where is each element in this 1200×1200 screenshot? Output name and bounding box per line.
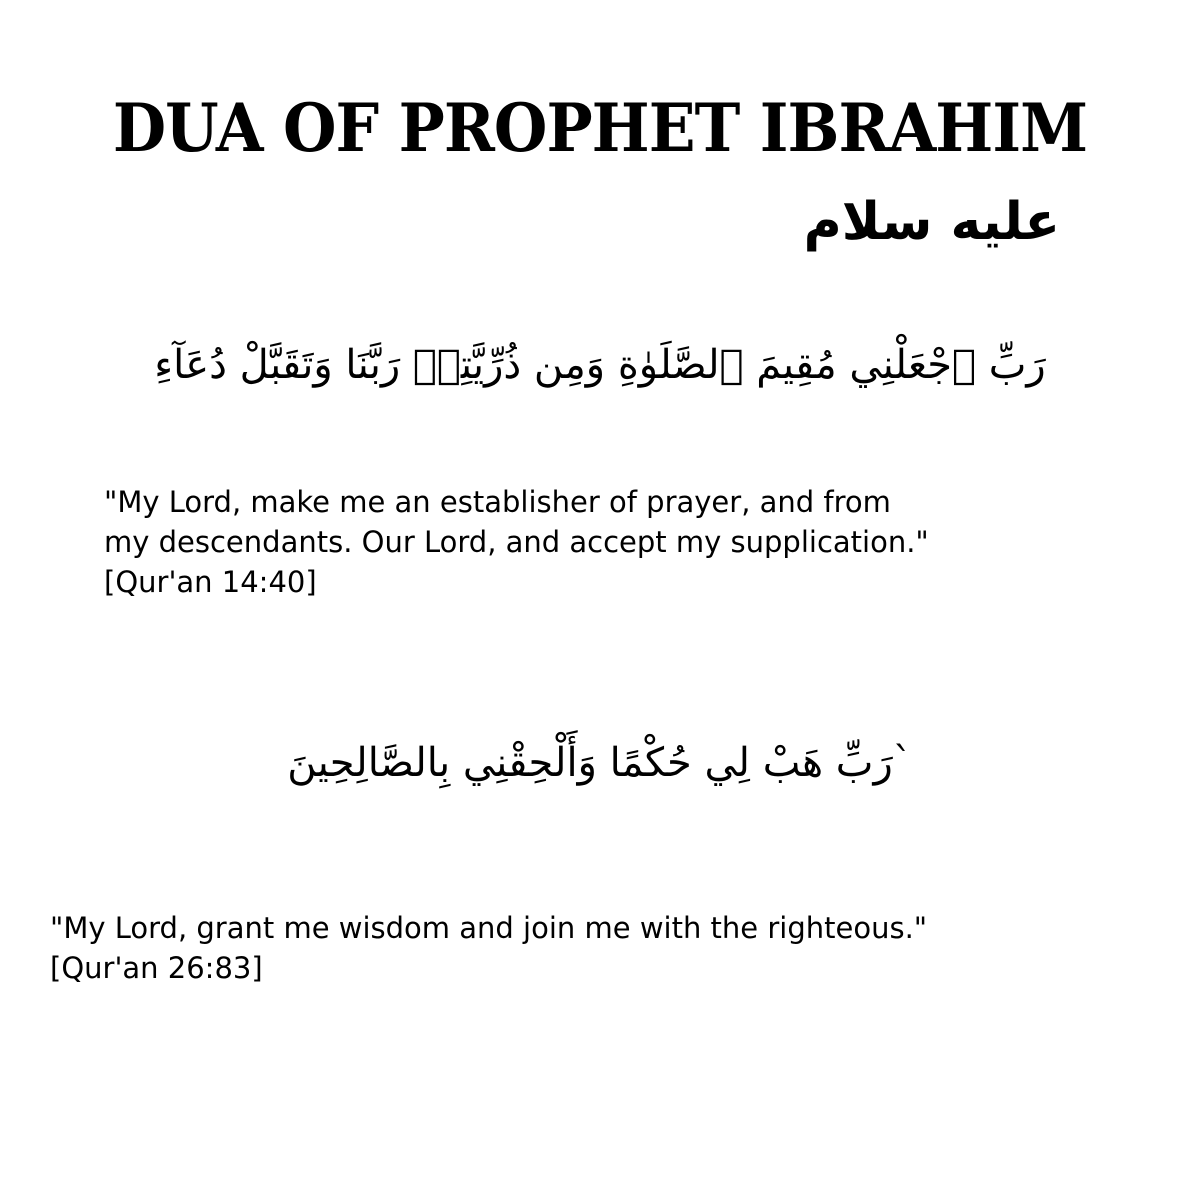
dua-1-translation-line: my descendants. Our Lord, and accept my supplication." — [104, 525, 929, 559]
dua-1-translation — [104, 482, 929, 602]
dua-2-reference: [Qur'an 26:83] — [50, 951, 263, 985]
dua-1-translation-line: "My Lord, make me an establisher of prayer, and from — [104, 485, 891, 519]
page-subtitle-arabic: عليه سلام — [803, 192, 1060, 252]
dua-2-translation — [50, 908, 927, 988]
dua-1-reference: [Qur'an 14:40] — [104, 565, 317, 599]
dua-2-translation-line: "My Lord, grant me wisdom and join me with the righteous." — [50, 911, 928, 945]
dua-1-arabic: رَبِّ ٱجْعَلْنِي مُقِيمَ ٱلصَّلَوٰةِ وَمِن ذُرِّيَّتِيۚ رَبَّنَا وَتَقَبَّلْ دُعَآءِ — [154, 342, 1046, 388]
page-title: DUA OF PROPHET IBRAHIM — [112, 89, 1088, 167]
dua-2-arabic: `رَبِّ هَبْ لِي حُكْمًا وَأَلْحِقْنِي بِالصَّالِحِينَ — [287, 740, 913, 786]
